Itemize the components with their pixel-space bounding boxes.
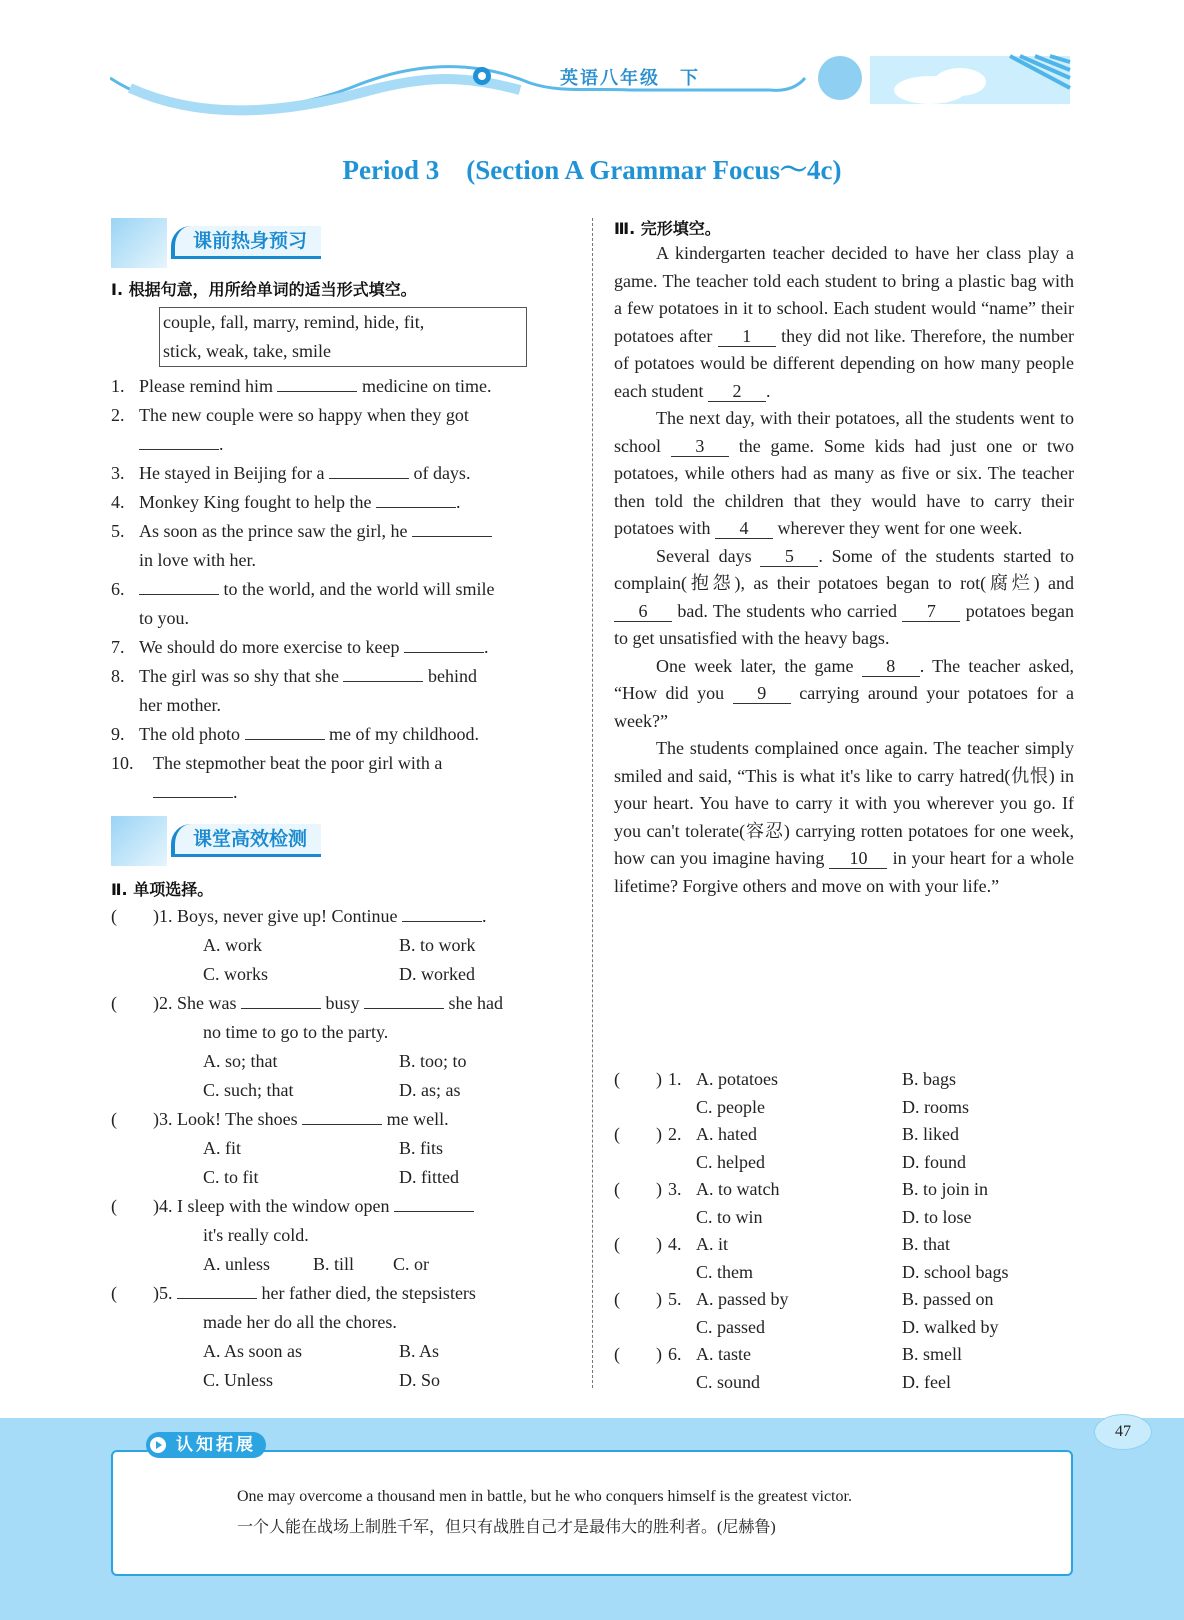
option-d[interactable]: D. worked xyxy=(399,964,475,984)
answer-parens[interactable]: ( ) xyxy=(614,1344,662,1364)
option-a[interactable]: A. so; that xyxy=(203,1051,278,1071)
answer-parens[interactable]: ( ) xyxy=(614,1289,662,1309)
answer-blank[interactable] xyxy=(412,518,492,537)
answer-blank xyxy=(302,1106,382,1125)
option-b[interactable]: B. fits xyxy=(399,1138,444,1158)
fill-question: 5. As soon as the prince saw the girl, he in love with her. xyxy=(111,517,571,575)
cloze-option-row: C. people D. rooms xyxy=(696,1096,969,1117)
option-b[interactable]: B. till xyxy=(313,1254,355,1274)
mc-question: ( )5. her father died, the stepsisters made her do all the chores. A. As soon as B. As C. Unless D. So xyxy=(111,1279,581,1395)
book-title: 英语八年级 下 xyxy=(560,68,700,89)
option-a[interactable]: A. As soon as xyxy=(203,1341,303,1361)
fill-question: 4. Monkey King fought to help the . xyxy=(111,488,571,517)
cloze-option-row: C. passed D. walked by xyxy=(696,1316,999,1337)
passage-paragraph: Several days 5 . Some of the students started to complain(抱怨), as their potatoes began to rot(腐烂) and 6 bad. The students who carried 7 potatoes began to get unsatisfied with the heavy bags. xyxy=(614,545,1075,648)
option-c[interactable]: C. or xyxy=(393,1254,429,1274)
answer-blank xyxy=(402,903,482,922)
answer-parens[interactable]: ( ) xyxy=(614,1234,662,1254)
fill-question: 6. to the world, and the world will smile to you. xyxy=(111,575,571,633)
option-c[interactable]: C. to fit xyxy=(203,1167,259,1187)
answer-parens[interactable]: ( ) xyxy=(111,993,159,1013)
cloze-blank[interactable]: 4 xyxy=(715,518,773,539)
answer-parens[interactable]: ( ) xyxy=(614,1069,662,1089)
cloze-blank[interactable]: 1 xyxy=(718,326,776,347)
option-c[interactable]: C. such; that xyxy=(203,1080,294,1100)
cloze-option-row: C. helped D. found xyxy=(696,1151,966,1172)
answer-blank xyxy=(241,990,321,1009)
fill-question: 9. The old photo me of my childhood. xyxy=(111,720,571,749)
option-c[interactable]: C. works xyxy=(203,964,269,984)
cloze-blank[interactable]: 7 xyxy=(902,601,960,622)
quote-english: One may overcome a thousand men in battle, but he who conquers himself is the greatest victor. xyxy=(237,1488,852,1505)
cloze-blank[interactable]: 3 xyxy=(671,436,729,457)
cloze-options xyxy=(614,1066,1084,1396)
passage-paragraph: The students complained once again. The teacher simply smiled and said, “This is what it's like to carry hatred(仇恨) in your heart. You have to carry it with you wherever you go. If you can't tolerate(容忍) carrying rotten potatoes for one week, how can you imagine having 10 in your heart for a whole lifetime? Forgive others and move on with your life.” xyxy=(614,738,1075,896)
play-icon xyxy=(150,1437,166,1453)
option-b[interactable]: B. too; to xyxy=(399,1051,467,1071)
banner-label: 课前热身预习 xyxy=(171,226,321,259)
fill-question: 3. He stayed in Beijing for a of days. xyxy=(111,459,571,488)
mc-question: ( )1. Boys, never give up! Continue . A. work B. to work C. works D. worked xyxy=(111,902,581,989)
cloze-option-row: C. them D. school bags xyxy=(696,1261,1009,1282)
word-bank-line: stick, weak, take, smile xyxy=(163,341,331,361)
answer-blank[interactable] xyxy=(139,576,219,595)
cloze-blank[interactable]: 5 xyxy=(760,546,818,567)
cloze-blank[interactable]: 2 xyxy=(708,381,766,402)
passage-paragraph: A kindergarten teacher decided to have her class play a game. The teacher told each student to bring a plastic bag with a few potatoes in it to school. Each student would “name” their potatoes after 1 they did not like. Therefore, the number of potatoes would be different depending on how many people each student 2 . xyxy=(614,243,1075,401)
cloze-option-row: C. to win D. to lose xyxy=(696,1206,972,1227)
section3-heading: Ⅲ. 完形填空。 xyxy=(614,219,721,238)
answer-blank[interactable] xyxy=(245,721,325,740)
answer-parens[interactable]: ( ) xyxy=(614,1124,662,1144)
cloze-blank[interactable]: 10 xyxy=(829,848,887,869)
page-title: Period 3 (Section A Grammar Focus～4c) xyxy=(342,155,842,185)
banner-figure-icon xyxy=(111,218,167,268)
passage-paragraph: One week later, the game 8 . The teacher asked, “How did you 9 carrying around your potatoes for a week?” xyxy=(614,655,1075,731)
cloze-blank[interactable]: 9 xyxy=(733,683,791,704)
option-d[interactable]: D. So xyxy=(399,1370,441,1390)
cloze-passage xyxy=(614,240,1074,900)
cloze-option-row: C. sound D. feel xyxy=(696,1371,951,1392)
answer-blank[interactable] xyxy=(153,779,233,798)
answer-parens[interactable]: ( ) xyxy=(111,1196,159,1216)
word-bank-line: couple, fall, marry, remind, hide, fit, xyxy=(163,312,425,332)
cloze-option-row: ( ) 6. A. taste B. smell xyxy=(614,1341,1084,1369)
word-bank xyxy=(159,307,527,367)
cloze-blank[interactable]: 6 xyxy=(614,601,672,622)
cloze-option-row: ( ) 5. A. passed by B. passed on xyxy=(614,1286,1084,1314)
fill-question: 2. The new couple were so happy when they got . xyxy=(111,405,469,454)
mc-question: ( )3. Look! The shoes me well. A. fit B. fits C. to fit D. fitted xyxy=(111,1105,581,1192)
option-a[interactable]: A. work xyxy=(203,935,262,955)
passage-paragraph: The next day, with their potatoes, all the students went to school 3 the game. Some kids had just one or two potatoes, while others had as many as five or six. The teacher then told the children that they would have to carry their potatoes with 4 wherever they went for one week. xyxy=(614,408,1074,538)
column-divider xyxy=(592,218,593,1388)
quote-box xyxy=(111,1450,1073,1576)
preview-banner xyxy=(111,216,361,268)
section2-heading: Ⅱ. 单项选择。 xyxy=(111,880,214,899)
option-b[interactable]: B. to work xyxy=(399,935,476,955)
cloze-option-row: ( ) 4. A. it B. that xyxy=(614,1231,1084,1259)
section1-heading: Ⅰ. 根据句意，用所给单词的适当形式填空。 xyxy=(111,280,417,299)
answer-blank[interactable] xyxy=(404,634,484,653)
option-d[interactable]: D. fitted xyxy=(399,1167,459,1187)
option-a[interactable]: A. fit xyxy=(203,1138,241,1158)
banner-figure-icon xyxy=(111,816,167,866)
cloze-option-row: ( ) 1. A. potatoes B. bags xyxy=(614,1066,1084,1094)
answer-parens[interactable]: ( ) xyxy=(111,906,159,926)
answer-blank[interactable] xyxy=(139,431,219,450)
option-b[interactable]: B. As xyxy=(399,1341,440,1361)
answer-blank[interactable] xyxy=(376,489,456,508)
answer-parens[interactable]: ( ) xyxy=(614,1179,662,1199)
fill-question: 8. The girl was so shy that she behind her mother. xyxy=(111,662,571,720)
fill-question: 10. The stepmother beat the poor girl with a . xyxy=(111,753,443,802)
quote-chinese: 一个人能在战场上制胜千军，但只有战胜自己才是最伟大的胜利者。(尼赫鲁) xyxy=(237,1519,776,1536)
answer-blank[interactable] xyxy=(277,373,357,392)
cloze-blank[interactable]: 8 xyxy=(862,656,920,677)
banner-label: 课堂高效检测 xyxy=(171,824,321,857)
option-c[interactable]: C. Unless xyxy=(203,1370,274,1390)
classroom-banner xyxy=(111,814,361,866)
answer-blank xyxy=(394,1193,474,1212)
mc-question: ( )4. I sleep with the window open it's really cold. A. unless B. till C. or xyxy=(111,1192,581,1279)
answer-blank[interactable] xyxy=(329,460,409,479)
answer-parens[interactable]: ( ) xyxy=(111,1109,159,1129)
option-d[interactable]: D. as; as xyxy=(399,1080,461,1100)
answer-blank xyxy=(364,990,444,1009)
fill-question: 1. Please remind him medicine on time. xyxy=(111,372,571,401)
answer-blank xyxy=(177,1280,257,1299)
cloze-option-row: ( ) 2. A. hated B. liked xyxy=(614,1121,1084,1149)
quote-tab: 认知拓展 xyxy=(146,1432,266,1458)
fill-question: 7. We should do more exercise to keep . xyxy=(111,633,571,662)
cloze-option-row: ( ) 3. A. to watch B. to join in xyxy=(614,1176,1084,1204)
page-number: 47 xyxy=(1094,1414,1152,1450)
mc-question: ( )2. She was busy she had no time to go to the party. A. so; that B. too; to C. such; that D. as; as xyxy=(111,989,581,1105)
answer-parens[interactable]: ( ) xyxy=(111,1283,159,1303)
answer-blank[interactable] xyxy=(343,663,423,682)
option-a[interactable]: A. unless xyxy=(203,1254,270,1274)
